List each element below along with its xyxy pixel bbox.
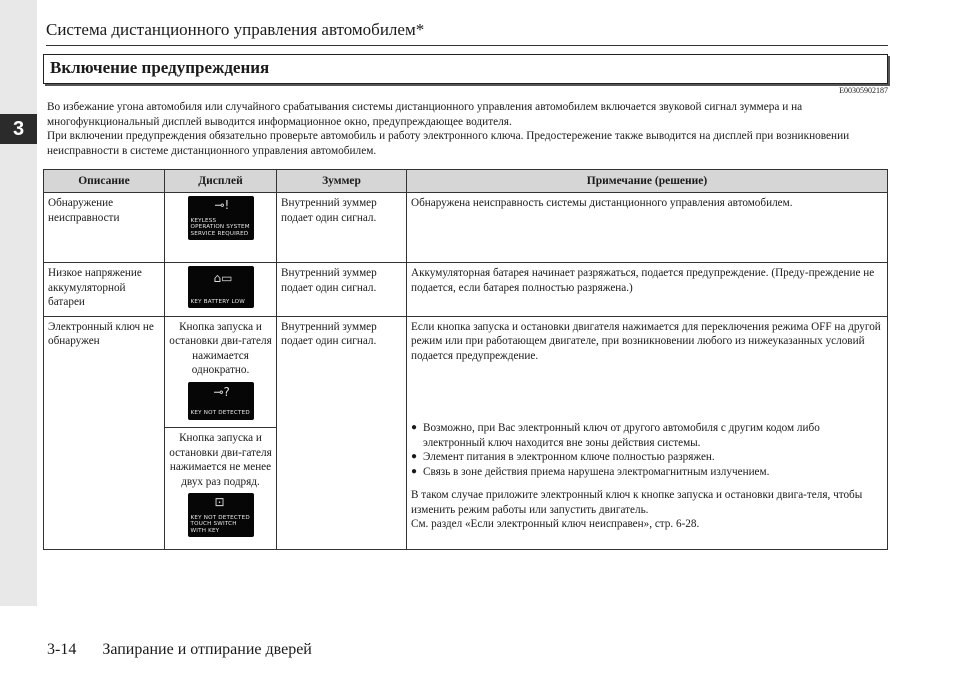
chapter-sidebar [0, 0, 37, 606]
column-header-description: Описание [44, 170, 165, 193]
key-battery-icon: ⌂▭ [213, 271, 233, 285]
table-row [44, 263, 888, 317]
row-buzzer: Внутренний зуммер подает один сигнал. [277, 263, 407, 317]
page-header-title: Система дистанционного управления автомобилем* [46, 20, 425, 39]
display-message: KEY NOT DETECTED [190, 410, 250, 417]
row-description: Низкое напряжение аккумуляторной батареи [44, 263, 165, 317]
column-header-buzzer: Зуммер [277, 170, 407, 193]
row-display [165, 193, 277, 263]
page-footer [47, 641, 312, 659]
column-header-display: Дисплей [165, 170, 277, 193]
section-title-box [43, 54, 888, 84]
intro-text [47, 100, 887, 158]
row-description: Обнаружение неисправности [44, 193, 165, 263]
display-condition-text: Кнопка запуска и остановки дви-гателя нажимается не менее двух раз подряд. [169, 432, 272, 488]
key-warning-icon: ⊸! [214, 198, 230, 212]
intro-paragraph: При включении предупреждения обязательно проверьте автомобиль и работу электронного ключа. Предостережение также выводится на дисплей при возникновении неисправности в системе дистанционного управления автомобилем. [47, 130, 850, 157]
row-display [165, 428, 277, 550]
document-code: E00305902187 [839, 86, 888, 95]
page-number: 3-14 [47, 641, 77, 658]
display-screen [188, 382, 254, 420]
row-note: Обнаружена неисправность системы дистанционного управления автомобилем. [407, 193, 888, 263]
warning-table [43, 169, 888, 550]
column-header-note: Примечание (решение) [407, 170, 888, 193]
row-note [407, 316, 888, 550]
row-note: Аккумуляторная батарея начинает разряжаться, подается предупреждение. (Преду-преждение не подается, если батарея полностью разряжена.) [407, 263, 888, 317]
footer-chapter-title: Запирание и отпирание дверей [102, 641, 312, 658]
list-item: ● Элемент питания в электронном ключе полностью разряжен. [411, 450, 883, 465]
row-buzzer: Внутренний зуммер подает один сигнал. [277, 316, 407, 550]
note-bullet-list [411, 421, 883, 479]
row-display [165, 263, 277, 317]
row-buzzer: Внутренний зуммер подает один сигнал. [277, 193, 407, 263]
note-outro: В таком случае приложите электронный ключ к кнопке запуска и остановки двига-теля, чтобы изменить режим работы или запустить двигатель. [411, 489, 863, 516]
display-screen [188, 196, 254, 240]
display-message: KEYLESS OPERATION SYSTEM SERVICE REQUIRED [190, 217, 250, 237]
note-reference: См. раздел «Если электронный ключ неисправен», стр. 6-28. [411, 518, 700, 530]
display-message: KEY NOT DETECTED TOUCH SWITCH WITH KEY [190, 514, 250, 534]
table-header-row [44, 170, 888, 193]
display-screen [188, 266, 254, 308]
chapter-tab: 3 [0, 114, 37, 144]
row-description: Электронный ключ не обнаружен [44, 316, 165, 550]
header-divider [46, 45, 888, 46]
display-condition-text: Кнопка запуска и остановки дви-гателя нажимается однократно. [169, 320, 272, 376]
display-screen [188, 493, 254, 537]
intro-paragraph: Во избежание угона автомобиля или случайного срабатывания системы дистанционного управления автомобилем включается звуковой сигнал зуммера и на многофункциональный дисплей выводится информационное окно, предупреждающее водителя. [47, 101, 803, 128]
table-row [44, 193, 888, 263]
list-item: ● Возможно, при Вас электронный ключ от другого автомобиля с другим кодом либо электронный ключ находится вне зоны действия системы. [411, 421, 883, 450]
table-row [44, 316, 888, 428]
display-message: KEY BATTERY LOW [190, 298, 245, 305]
note-intro: Если кнопка запуска и остановки двигателя нажимается для переключения режима OFF на другой режим или при работающем двигателе, при возникновении любого из нижеуказанных условий подается предупреждение. [411, 320, 881, 362]
section-title: Включение предупреждения [50, 58, 270, 77]
key-not-detected-icon: ⊸? [213, 384, 230, 399]
row-display [165, 316, 277, 428]
list-item: ● Связь в зоне действия приема нарушена электромагнитным излучением. [411, 465, 883, 480]
touch-key-icon: ⊡ [214, 495, 225, 509]
